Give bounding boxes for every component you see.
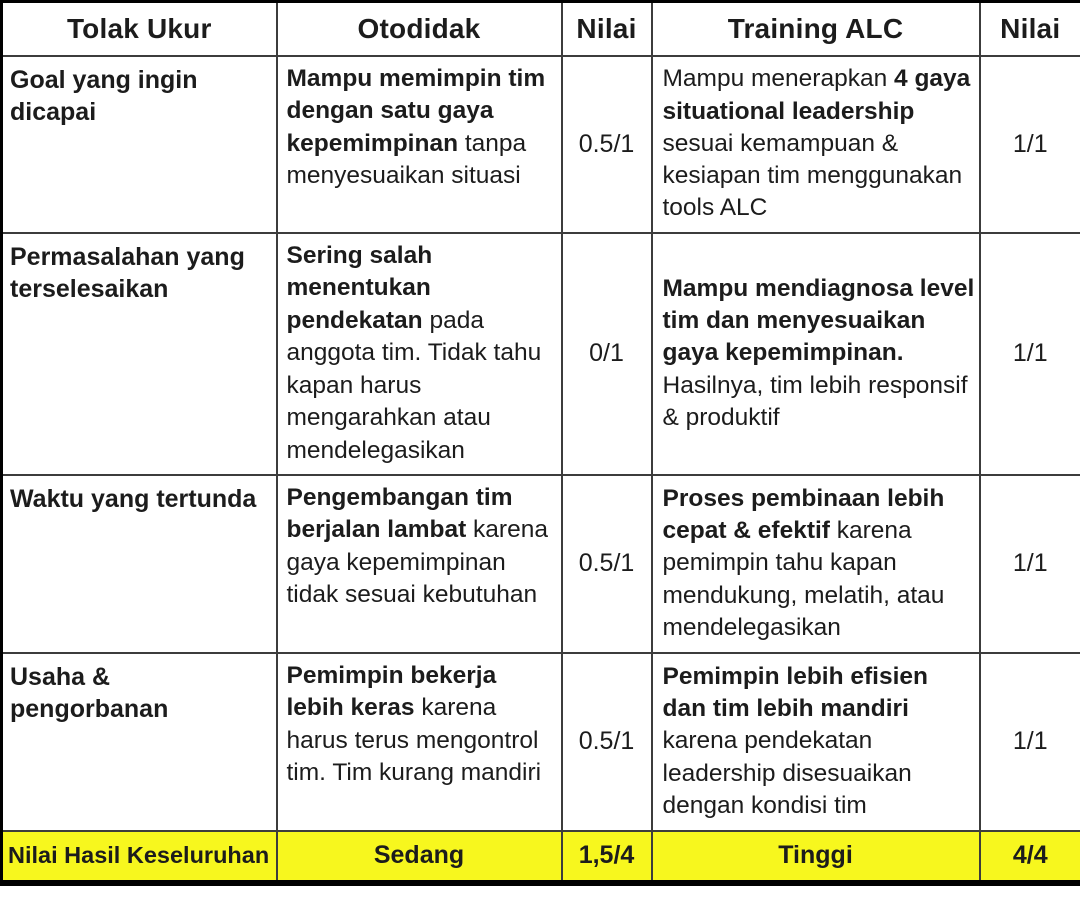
row-label: Waktu yang tertunda [2, 475, 277, 653]
row-label: Usaha & pengorbanan [2, 653, 277, 831]
header-training-alc: Training ALC [652, 2, 980, 56]
training-alc-cell [652, 475, 980, 653]
text-bold-segment: Pemimpin lebih efisien dan tim lebih mandiri [662, 662, 928, 722]
header-nilai-alc: Nilai [980, 2, 1080, 56]
nilai-otodidak-cell: 0.5/1 [562, 475, 652, 653]
table-row-usaha [2, 653, 1080, 831]
text-bold-segment: Proses pembinaan lebih cepat & efektif [662, 484, 945, 544]
text-segment: Hasilnya, tim lebih responsif & produktif [662, 371, 968, 431]
table-row-goal [2, 56, 1080, 233]
text-bold-segment: Mampu memimpin tim dengan satu gaya kepemimpinan [286, 64, 546, 157]
text-segment: karena harus terus mengontrol tim. Tim kurang mandiri [286, 694, 542, 787]
training-alc-cell [652, 56, 980, 233]
total-nilai-alc: 4/4 [980, 831, 1080, 883]
text-segment: sesuai kemampuan & kesiapan tim menggunakan tools ALC [662, 129, 963, 222]
nilai-otodidak-cell: 0.5/1 [562, 653, 652, 831]
nilai-otodidak-cell: 0/1 [562, 233, 652, 475]
row-label: Goal yang ingin dicapai [2, 56, 277, 233]
otodidak-cell [277, 56, 562, 233]
nilai-otodidak-cell: 0.5/1 [562, 56, 652, 233]
header-nilai-otodidak: Nilai [562, 2, 652, 56]
nilai-alc-cell: 1/1 [980, 653, 1080, 831]
text-segment: pada anggota tim. Tidak tahu kapan harus mengarahkan atau mendelegasikan [286, 306, 542, 464]
text-bold-segment: Pengembangan tim berjalan lambat [286, 483, 513, 544]
total-row [2, 831, 1080, 883]
total-alc-result: Tinggi [652, 831, 980, 883]
header-row [2, 2, 1080, 56]
text-bold-segment: 4 gaya situational leadership [662, 65, 971, 125]
total-label: Nilai Hasil Keseluruhan [2, 831, 277, 883]
total-nilai-otodidak: 1,5/4 [562, 831, 652, 883]
training-alc-cell [652, 233, 980, 475]
training-alc-cell [652, 653, 980, 831]
header-tolak-ukur: Tolak Ukur [2, 2, 277, 56]
text-bold-segment: Pemimpin bekerja lebih keras [286, 661, 497, 722]
text-segment: karena pemimpin tahu kapan mendukung, melatih, atau mendelegasikan [662, 517, 945, 641]
nilai-alc-cell: 1/1 [980, 233, 1080, 475]
text-bold-segment: Mampu mendiagnosa level tim dan menyesuaikan gaya kepemimpinan. [662, 274, 975, 367]
text-segment: karena gaya kepemimpinan tidak sesuai kebutuhan [286, 516, 548, 609]
table-row-permasalahan [2, 233, 1080, 475]
text-segment: tanpa menyesuaikan situasi [286, 129, 527, 190]
header-otodidak: Otodidak [277, 2, 562, 56]
otodidak-cell [277, 653, 562, 831]
nilai-alc-cell: 1/1 [980, 56, 1080, 233]
nilai-alc-cell: 1/1 [980, 475, 1080, 653]
otodidak-cell [277, 233, 562, 475]
table-row-waktu [2, 475, 1080, 653]
otodidak-cell [277, 475, 562, 653]
row-label: Permasalahan yang terselesaikan [2, 233, 277, 475]
total-otodidak-result: Sedang [277, 831, 562, 883]
text-segment: karena pendekatan leadership disesuaikan dengan kondisi tim [662, 727, 912, 819]
text-segment: Mampu menerapkan [662, 65, 895, 93]
text-bold-segment: Sering salah menentukan pendekatan [286, 241, 433, 334]
